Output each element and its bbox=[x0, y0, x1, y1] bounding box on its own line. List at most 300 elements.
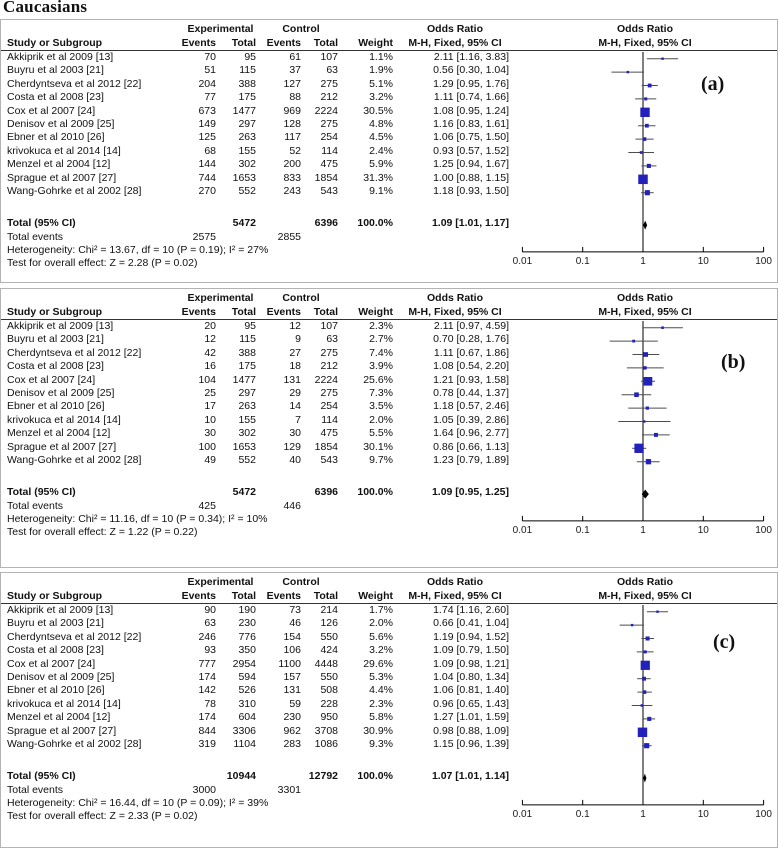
 bbox=[181, 486, 220, 499]
events-exp: 68 bbox=[204, 144, 216, 157]
or-ci: 1.11 [0.74, 1.66] bbox=[433, 91, 509, 104]
events-ctrl: 61 bbox=[289, 51, 301, 63]
 bbox=[220, 784, 260, 797]
col-events-ctrl: Events bbox=[266, 306, 301, 318]
col-weight: Weight bbox=[358, 590, 393, 602]
study-name: Ebner et al 2010 [26] bbox=[7, 400, 105, 413]
total-exp: 263 bbox=[238, 131, 256, 144]
events-ctrl: 14 bbox=[289, 400, 301, 413]
total-events-ctrl: 446 bbox=[283, 499, 301, 512]
study-name: krivokuca et al 2014 [14] bbox=[7, 144, 121, 157]
total-ctrl: 550 bbox=[320, 630, 338, 643]
weight: 7.4% bbox=[369, 346, 393, 359]
or-square bbox=[634, 444, 643, 453]
total-ctrl: 126 bbox=[320, 617, 338, 630]
or-square bbox=[644, 97, 647, 100]
total-exp: 297 bbox=[238, 117, 256, 130]
col-odds-ratio: Odds Ratio bbox=[426, 292, 483, 304]
or-ci: 1.18 [0.57, 2.46] bbox=[433, 400, 509, 413]
study-name: Costa et al 2008 [23] bbox=[7, 360, 104, 373]
or-ci: 1.04 [0.80, 1.34] bbox=[433, 670, 509, 683]
 bbox=[260, 770, 305, 783]
or-square bbox=[645, 124, 649, 128]
col-experimental: Experimental bbox=[187, 23, 254, 35]
axis-tick-label: 10 bbox=[697, 524, 709, 536]
total-exp: 310 bbox=[238, 697, 256, 710]
table-header bbox=[1, 289, 777, 320]
axis-tick-label: 0.01 bbox=[512, 255, 533, 267]
total-exp: 115 bbox=[239, 64, 256, 77]
events-exp: 174 bbox=[198, 670, 216, 683]
events-ctrl: 129 bbox=[283, 440, 301, 453]
events-ctrl: 46 bbox=[289, 617, 301, 630]
total-weight: 100.0% bbox=[357, 770, 393, 783]
total-ctrl: 212 bbox=[320, 360, 338, 373]
events-exp: 10 bbox=[204, 413, 216, 426]
total-exp: 2954 bbox=[232, 657, 256, 670]
events-ctrl: 12 bbox=[289, 320, 301, 332]
axis-tick-label: 100 bbox=[755, 524, 772, 536]
forest-plot-svg bbox=[513, 605, 777, 827]
total-or-ci: 1.07 [1.01, 1.14] bbox=[431, 770, 509, 783]
weight: 9.3% bbox=[369, 737, 393, 750]
or-square bbox=[640, 108, 649, 117]
events-exp: 42 bbox=[204, 346, 216, 359]
 bbox=[220, 231, 260, 244]
weight: 1.7% bbox=[369, 604, 393, 616]
events-exp: 16 bbox=[204, 360, 216, 373]
events-exp: 673 bbox=[198, 104, 216, 117]
total-ctrl: 275 bbox=[320, 77, 338, 90]
col-weight: Weight bbox=[358, 37, 393, 49]
study-name: Cox et al 2007 [24] bbox=[7, 657, 96, 670]
events-ctrl: 200 bbox=[283, 158, 301, 171]
total-exp: 230 bbox=[238, 617, 256, 630]
study-name: Akkiprik et al 2009 [13] bbox=[7, 320, 114, 332]
or-square bbox=[645, 190, 650, 195]
study-name: Wang-Gohrke et al 2002 [28] bbox=[7, 453, 142, 466]
col-events-ctrl: Events bbox=[266, 590, 301, 602]
or-square bbox=[643, 137, 647, 141]
events-ctrl: 117 bbox=[284, 131, 301, 144]
events-ctrl: 127 bbox=[283, 77, 301, 90]
or-square bbox=[647, 717, 651, 721]
or-square bbox=[638, 175, 648, 185]
or-square bbox=[661, 326, 664, 329]
events-exp: 70 bbox=[204, 51, 216, 63]
total-exp: 552 bbox=[238, 453, 256, 466]
col-total-exp: Total bbox=[231, 306, 256, 318]
total-ctrl: 1086 bbox=[314, 737, 338, 750]
or-square bbox=[644, 650, 647, 653]
study-name: Costa et al 2008 [23] bbox=[7, 644, 104, 657]
total-ctrl: 114 bbox=[321, 144, 338, 157]
or-ci: 1.18 [0.93, 1.50] bbox=[433, 184, 509, 197]
study-name: Cherdyntseva et al 2012 [22] bbox=[7, 346, 142, 359]
events-ctrl: 18 bbox=[289, 360, 301, 373]
weight: 7.3% bbox=[369, 386, 393, 399]
or-square bbox=[644, 743, 649, 748]
events-exp: 20 bbox=[204, 320, 216, 332]
col-events-exp: Events bbox=[181, 590, 216, 602]
total-ctrl: 212 bbox=[320, 91, 338, 104]
total-exp: 297 bbox=[238, 386, 256, 399]
events-ctrl: 40 bbox=[289, 453, 301, 466]
events-exp: 90 bbox=[204, 604, 216, 616]
weight: 31.3% bbox=[363, 171, 393, 184]
weight: 3.2% bbox=[369, 91, 393, 104]
or-square bbox=[646, 407, 649, 410]
forest-panel-b bbox=[0, 288, 778, 568]
events-exp: 63 bbox=[204, 617, 216, 630]
events-ctrl: 52 bbox=[289, 144, 301, 157]
col-odds-ratio-plot: Odds Ratio bbox=[616, 292, 673, 304]
or-ci: 1.09 [0.79, 1.50] bbox=[433, 644, 509, 657]
total-exp: 1653 bbox=[232, 440, 256, 453]
study-name: Cherdyntseva et al 2012 [22] bbox=[7, 77, 142, 90]
total-exp: 388 bbox=[238, 346, 256, 359]
or-ci: 1.25 [0.94, 1.67] bbox=[433, 158, 509, 171]
or-ci: 1.06 [0.75, 1.50] bbox=[433, 131, 509, 144]
weight: 2.0% bbox=[369, 617, 393, 630]
or-ci: 0.66 [0.41, 1.04] bbox=[433, 617, 509, 630]
weight: 4.8% bbox=[369, 117, 393, 130]
study-name: Wang-Gohrke et al 2002 [28] bbox=[7, 184, 142, 197]
or-ci: 1.23 [0.79, 1.89] bbox=[433, 453, 509, 466]
events-exp: 30 bbox=[204, 427, 216, 440]
or-square bbox=[643, 366, 646, 369]
weight: 2.0% bbox=[369, 413, 393, 426]
weight: 2.4% bbox=[369, 144, 393, 157]
events-exp: 12 bbox=[204, 333, 216, 346]
weight: 5.3% bbox=[369, 670, 393, 683]
study-name: Buyru et al 2003 [21] bbox=[7, 333, 104, 346]
total-ctrl: 114 bbox=[321, 413, 338, 426]
study-name: Cherdyntseva et al 2012 [22] bbox=[7, 630, 142, 643]
events-ctrl: 131 bbox=[283, 373, 301, 386]
weight: 30.1% bbox=[363, 440, 393, 453]
or-ci: 0.70 [0.28, 1.76] bbox=[433, 333, 509, 346]
weight: 25.6% bbox=[363, 373, 393, 386]
total-ctrl: 6396 bbox=[314, 486, 338, 499]
total-ctrl: 2224 bbox=[314, 373, 338, 386]
or-ci: 1.16 [0.83, 1.61] bbox=[433, 117, 509, 130]
total-ctrl: 3708 bbox=[314, 724, 338, 737]
col-control: Control bbox=[282, 23, 320, 35]
events-ctrl: 7 bbox=[295, 413, 301, 426]
events-exp: 144 bbox=[198, 158, 216, 171]
total-exp: 526 bbox=[238, 684, 256, 697]
events-exp: 100 bbox=[198, 440, 216, 453]
or-square bbox=[634, 392, 639, 397]
events-exp: 149 bbox=[198, 117, 216, 130]
axis-tick-label: 1 bbox=[640, 808, 646, 820]
axis-tick-label: 0.1 bbox=[575, 808, 590, 820]
total-exp: 302 bbox=[238, 427, 256, 440]
col-events-exp: Events bbox=[181, 37, 216, 49]
overall-effect-text: Test for overall effect: Z = 2.33 (P = 0.02) bbox=[7, 810, 198, 823]
axis-tick-label: 10 bbox=[697, 255, 709, 267]
weight: 2.3% bbox=[369, 697, 393, 710]
or-ci: 1.64 [0.96, 2.77] bbox=[433, 427, 509, 440]
or-ci: 1.29 [0.95, 1.76] bbox=[433, 77, 509, 90]
study-name: Sprague et al 2007 [27] bbox=[7, 724, 117, 737]
total-ctrl: 550 bbox=[320, 670, 338, 683]
total-exp: 115 bbox=[239, 333, 256, 346]
total-exp: 776 bbox=[238, 630, 256, 643]
or-ci: 1.09 [0.98, 1.21] bbox=[433, 657, 509, 670]
col-experimental: Experimental bbox=[187, 292, 254, 304]
axis-tick-label: 10 bbox=[697, 808, 709, 820]
total-ctrl: 950 bbox=[320, 711, 338, 724]
total-ctrl: 107 bbox=[320, 320, 338, 332]
events-exp: 204 bbox=[198, 77, 216, 90]
or-square bbox=[661, 58, 663, 60]
total-exp: 594 bbox=[238, 670, 256, 683]
events-exp: 77 bbox=[204, 91, 216, 104]
total-events-ctrl: 2855 bbox=[277, 230, 301, 243]
axis-tick-label: 0.1 bbox=[575, 255, 590, 267]
weight: 1.1% bbox=[369, 51, 393, 63]
or-ci: 0.98 [0.88, 1.09] bbox=[433, 724, 509, 737]
axis-tick-label: 1 bbox=[640, 255, 646, 267]
total-ctrl: 228 bbox=[320, 697, 338, 710]
or-square bbox=[647, 164, 651, 168]
total-exp: 552 bbox=[238, 184, 256, 197]
weight: 2.3% bbox=[369, 320, 393, 332]
total-exp: 190 bbox=[238, 604, 256, 616]
or-ci: 1.74 [1.16, 2.60] bbox=[433, 604, 509, 616]
study-name: krivokuca et al 2014 [14] bbox=[7, 697, 121, 710]
total-ctrl: 107 bbox=[320, 51, 338, 63]
total-exp: 1653 bbox=[232, 171, 256, 184]
study-name: Akkiprik et al 2009 [13] bbox=[7, 604, 114, 616]
forest-panel-a bbox=[0, 19, 778, 283]
col-mh-ci: M-H, Fixed, 95% CI bbox=[408, 590, 502, 602]
or-ci: 0.56 [0.30, 1.04] bbox=[433, 64, 509, 77]
events-ctrl: 106 bbox=[283, 644, 301, 657]
header-group-row bbox=[1, 22, 777, 36]
study-name: Cox et al 2007 [24] bbox=[7, 373, 96, 386]
total-ctrl: 1854 bbox=[314, 440, 338, 453]
study-name: krivokuca et al 2014 [14] bbox=[7, 413, 121, 426]
or-ci: 0.93 [0.57, 1.52] bbox=[433, 144, 509, 157]
total-events-label: Total events bbox=[7, 783, 64, 796]
or-ci: 1.21 [0.93, 1.58] bbox=[433, 373, 509, 386]
 bbox=[181, 770, 220, 783]
or-square bbox=[643, 420, 645, 422]
or-ci: 1.05 [0.39, 2.86] bbox=[433, 413, 509, 426]
total-exp: 604 bbox=[238, 711, 256, 724]
weight: 29.6% bbox=[363, 657, 393, 670]
col-odds-ratio: Odds Ratio bbox=[426, 576, 483, 588]
study-name: Ebner et al 2010 [26] bbox=[7, 131, 105, 144]
total-ctrl: 543 bbox=[320, 453, 338, 466]
events-ctrl: 283 bbox=[283, 737, 301, 750]
total-exp: 175 bbox=[238, 91, 256, 104]
forest-plot-svg bbox=[513, 52, 777, 274]
or-ci: 1.19 [0.94, 1.52] bbox=[433, 630, 509, 643]
col-total-exp: Total bbox=[231, 590, 256, 602]
total-label: Total (95% CI) bbox=[7, 217, 76, 230]
total-ctrl: 424 bbox=[320, 644, 338, 657]
panel-label-b: (b) bbox=[721, 351, 746, 373]
study-name: Denisov et al 2009 [25] bbox=[7, 670, 115, 683]
or-square bbox=[643, 690, 647, 694]
events-exp: 78 bbox=[204, 697, 216, 710]
events-exp: 319 bbox=[198, 737, 216, 750]
overall-effect-text: Test for overall effect: Z = 1.22 (P = 0.22) bbox=[7, 526, 198, 539]
total-ctrl: 275 bbox=[320, 346, 338, 359]
 bbox=[260, 486, 305, 499]
col-control: Control bbox=[282, 292, 320, 304]
weight: 3.5% bbox=[369, 400, 393, 413]
weight: 5.8% bbox=[369, 711, 393, 724]
col-total-ctrl: Total bbox=[313, 590, 338, 602]
col-experimental: Experimental bbox=[187, 576, 254, 588]
total-events-exp: 425 bbox=[198, 499, 216, 512]
study-name: Buyru et al 2003 [21] bbox=[7, 617, 104, 630]
events-ctrl: 27 bbox=[289, 346, 301, 359]
total-exp: 95 bbox=[244, 320, 256, 332]
heterogeneity-text: Heterogeneity: Chi² = 11.16, df = 10 (P = 0.34); I² = 10% bbox=[7, 513, 268, 526]
total-events-exp: 3000 bbox=[192, 783, 216, 796]
or-ci: 0.86 [0.66, 1.13] bbox=[433, 440, 509, 453]
panel-label-c: (c) bbox=[713, 631, 736, 653]
events-exp: 125 bbox=[198, 131, 216, 144]
weight: 30.5% bbox=[363, 104, 393, 117]
col-total-ctrl: Total bbox=[313, 306, 338, 318]
events-ctrl: 1100 bbox=[278, 657, 301, 670]
total-or-ci: 1.09 [0.95, 1.25] bbox=[431, 486, 509, 499]
total-exp: 263 bbox=[238, 400, 256, 413]
col-odds-ratio: Odds Ratio bbox=[426, 23, 483, 35]
weight: 3.2% bbox=[369, 644, 393, 657]
table-header bbox=[1, 20, 777, 51]
events-exp: 51 bbox=[204, 64, 216, 77]
weight: 9.1% bbox=[369, 184, 393, 197]
heterogeneity-text: Heterogeneity: Chi² = 13.67, df = 10 (P = 0.19); I² = 27% bbox=[7, 244, 269, 257]
col-mh-ci-plot: M-H, Fixed, 95% CI bbox=[598, 590, 692, 602]
or-square bbox=[656, 611, 658, 613]
panel-label-a: (a) bbox=[701, 73, 725, 95]
overall-effect-text: Test for overall effect: Z = 2.28 (P = 0.02) bbox=[7, 257, 198, 270]
study-name: Denisov et al 2009 [25] bbox=[7, 117, 115, 130]
total-exp: 175 bbox=[238, 360, 256, 373]
events-ctrl: 128 bbox=[283, 117, 301, 130]
col-mh-ci: M-H, Fixed, 95% CI bbox=[408, 37, 502, 49]
total-exp: 155 bbox=[238, 413, 256, 426]
weight: 2.7% bbox=[369, 333, 393, 346]
events-ctrl: 37 bbox=[289, 64, 301, 77]
events-ctrl: 833 bbox=[283, 171, 301, 184]
total-ctrl: 543 bbox=[320, 184, 338, 197]
study-name: Ebner et al 2010 [26] bbox=[7, 684, 105, 697]
events-ctrl: 131 bbox=[283, 684, 301, 697]
col-study: Study or Subgroup bbox=[7, 37, 103, 49]
 bbox=[220, 500, 260, 513]
events-ctrl: 59 bbox=[289, 697, 301, 710]
total-events-label: Total events bbox=[7, 230, 64, 243]
total-ctrl: 254 bbox=[320, 400, 338, 413]
col-weight: Weight bbox=[358, 306, 393, 318]
total-exp: 1477 bbox=[232, 104, 256, 117]
study-name: Denisov et al 2009 [25] bbox=[7, 386, 115, 399]
events-ctrl: 29 bbox=[289, 386, 301, 399]
axis-tick-label: 0.01 bbox=[512, 524, 533, 536]
total-events-label: Total events bbox=[7, 499, 64, 512]
total-exp: 5472 bbox=[232, 217, 256, 230]
header-group-row bbox=[1, 575, 777, 589]
events-exp: 17 bbox=[204, 400, 216, 413]
or-square bbox=[638, 728, 647, 737]
col-mh-ci-plot: M-H, Fixed, 95% CI bbox=[598, 37, 692, 49]
weight: 5.5% bbox=[369, 427, 393, 440]
total-ctrl: 508 bbox=[320, 684, 338, 697]
or-ci: 1.27 [1.01, 1.59] bbox=[433, 711, 509, 724]
or-ci: 1.06 [0.81, 1.40] bbox=[433, 684, 509, 697]
header-column-row bbox=[1, 305, 777, 319]
or-square bbox=[641, 661, 650, 670]
col-mh-ci: M-H, Fixed, 95% CI bbox=[408, 306, 502, 318]
weight: 30.9% bbox=[363, 724, 393, 737]
or-square bbox=[644, 377, 653, 386]
header-column-row bbox=[1, 589, 777, 603]
total-label: Total (95% CI) bbox=[7, 486, 76, 499]
weight: 4.5% bbox=[369, 131, 393, 144]
total-exp: 155 bbox=[238, 144, 256, 157]
header-group-row bbox=[1, 291, 777, 305]
total-events-exp: 2575 bbox=[192, 230, 216, 243]
or-ci: 2.11 [1.16, 3.83] bbox=[433, 51, 509, 63]
total-diamond bbox=[643, 774, 646, 783]
total-ctrl: 275 bbox=[320, 117, 338, 130]
total-weight: 100.0% bbox=[357, 217, 393, 230]
events-exp: 174 bbox=[198, 711, 216, 724]
or-ci: 1.08 [0.95, 1.24] bbox=[433, 104, 509, 117]
axis-tick-label: 0.1 bbox=[575, 524, 590, 536]
or-ci: 1.11 [0.67, 1.86] bbox=[433, 346, 509, 359]
events-exp: 142 bbox=[198, 684, 216, 697]
total-ctrl: 475 bbox=[320, 427, 338, 440]
weight: 5.9% bbox=[369, 158, 393, 171]
study-name: Sprague et al 2007 [27] bbox=[7, 171, 117, 184]
total-ctrl: 475 bbox=[320, 158, 338, 171]
total-exp: 1104 bbox=[233, 737, 256, 750]
events-exp: 246 bbox=[198, 630, 216, 643]
table-header bbox=[1, 573, 777, 604]
weight: 9.7% bbox=[369, 453, 393, 466]
or-ci: 2.11 [0.97, 4.59] bbox=[433, 320, 509, 332]
total-or-ci: 1.09 [1.01, 1.17] bbox=[431, 217, 509, 230]
total-ctrl: 214 bbox=[320, 604, 338, 616]
events-ctrl: 969 bbox=[283, 104, 301, 117]
study-name: Buyru et al 2003 [21] bbox=[7, 64, 104, 77]
study-name: Menzel et al 2004 [12] bbox=[7, 158, 111, 171]
study-name: Sprague et al 2007 [27] bbox=[7, 440, 117, 453]
or-ci: 1.00 [0.88, 1.15] bbox=[433, 171, 509, 184]
total-ctrl: 4448 bbox=[314, 657, 338, 670]
col-control: Control bbox=[282, 576, 320, 588]
total-diamond bbox=[643, 221, 647, 230]
heterogeneity-text: Heterogeneity: Chi² = 16.44, df = 10 (P = 0.09); I² = 39% bbox=[7, 797, 269, 810]
or-square bbox=[654, 433, 658, 437]
study-name: Menzel et al 2004 [12] bbox=[7, 711, 111, 724]
events-exp: 744 bbox=[198, 171, 216, 184]
axis-tick-label: 100 bbox=[755, 808, 772, 820]
events-ctrl: 73 bbox=[289, 604, 301, 616]
total-exp: 350 bbox=[238, 644, 256, 657]
